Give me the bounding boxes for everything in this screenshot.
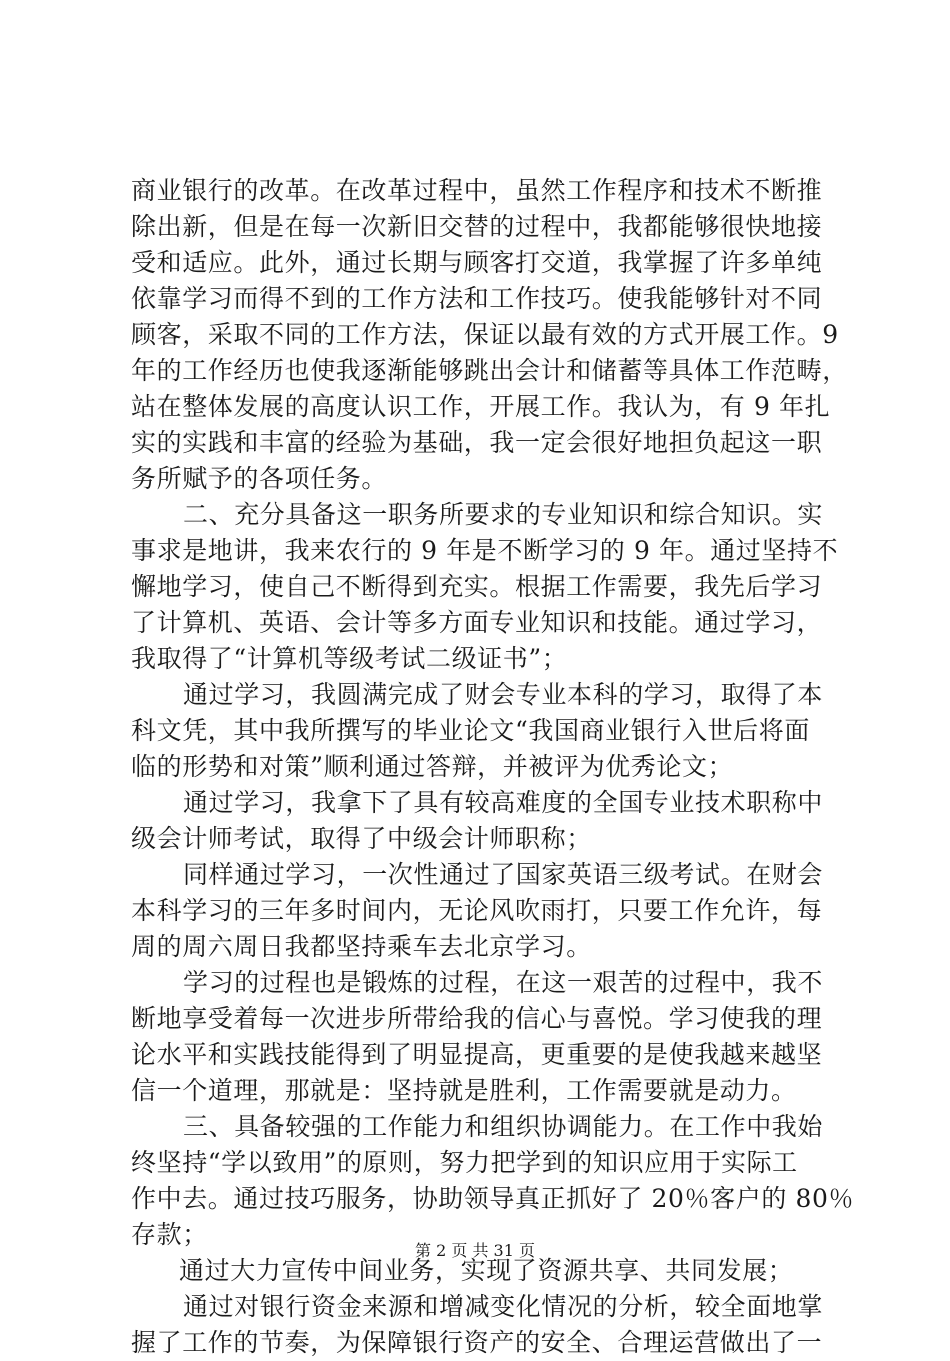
text-line: 商业银行的改革。在改革过程中，虽然工作程序和技术不断推 xyxy=(131,176,823,205)
text-line: 通过学习，我圆满完成了财会专业本科的学习，取得了本 xyxy=(183,680,824,709)
text-line: 懈地学习，使自己不断得到充实。根据工作需要，我先后学习 xyxy=(131,572,823,601)
text-line: 实的实践和丰富的经验为基础，我一定会很好地担负起这一职 xyxy=(131,428,823,457)
text-line: 通过大力宣传中间业务，实现了资源共享、共同发展； xyxy=(179,1256,794,1285)
text-line: 事求是地讲，我来农行的 9 年是不断学习的 9 年。通过坚持不 xyxy=(131,536,839,565)
text-line: 三、具备较强的工作能力和组织协调能力。在工作中我始 xyxy=(183,1112,824,1141)
text-line: 断地享受着每一次进步所带给我的信心与喜悦。学习使我的理 xyxy=(131,1004,823,1033)
text-line: 握了工作的节奏，为保障银行资产的安全、合理运营做出了一 xyxy=(131,1328,823,1357)
text-line: 本科学习的三年多时间内，无论风吹雨打，只要工作允许，每 xyxy=(131,896,823,925)
text-line: 二、充分具备这一职务所要求的专业知识和综合知识。实 xyxy=(183,500,824,529)
text-line: 依靠学习而得不到的工作方法和工作技巧。使我能够针对不同 xyxy=(131,284,823,313)
text-line: 除出新，但是在每一次新旧交替的过程中，我都能够很快地接 xyxy=(131,212,823,241)
text-line: 存款； xyxy=(131,1220,208,1249)
text-line: 站在整体发展的高度认识工作，开展工作。我认为，有 9 年扎 xyxy=(131,392,831,421)
text-line: 通过对银行资金来源和增减变化情况的分析，较全面地掌 xyxy=(183,1292,824,1321)
text-line: 科文凭，其中我所撰写的毕业论文“我国商业银行入世后将面 xyxy=(131,716,810,745)
text-line: 作中去。通过技巧服务，协助领导真正抓好了 20％客户的 80％ xyxy=(131,1184,855,1213)
text-line: 顾客，采取不同的工作方法，保证以最有效的方式开展工作。9 xyxy=(131,320,839,349)
text-line: 了计算机、英语、会计等多方面专业知识和技能。通过学习， xyxy=(131,608,823,637)
text-line: 受和适应。此外，通过长期与顾客打交道，我掌握了许多单纯 xyxy=(131,248,823,277)
text-line: 务所赋予的各项任务。 xyxy=(131,464,388,493)
text-line: 论水平和实践技能得到了明显提高，更重要的是使我越来越坚 xyxy=(131,1040,823,1069)
document-body xyxy=(131,173,855,1361)
text-line: 我取得了“计算机等级考试二级证书”； xyxy=(131,644,568,673)
text-line: 学习的过程也是锻炼的过程，在这一艰苦的过程中，我不 xyxy=(183,968,824,997)
text-line: 同样通过学习，一次性通过了国家英语三级考试。在财会 xyxy=(183,860,824,889)
text-line: 周的周六周日我都坚持乘车去北京学习。 xyxy=(131,932,592,961)
text-line: 临的形势和对策”顺利通过答辩，并被评为优秀论文； xyxy=(131,752,734,781)
text-line: 通过学习，我拿下了具有较高难度的全国专业技术职称中 xyxy=(183,788,824,817)
text-line: 终坚持“学以致用”的原则，努力把学到的知识应用于实际工 xyxy=(131,1148,798,1177)
page-footer: 第 2 页 共 31 页 xyxy=(415,1241,535,1260)
text-line: 级会计师考试，取得了中级会计师职称； xyxy=(131,824,592,853)
text-line: 年的工作经历也使我逐渐能够跳出会计和储蓄等具体工作范畴， xyxy=(131,356,848,385)
text-line: 信一个道理，那就是：坚持就是胜利，工作需要就是动力。 xyxy=(131,1076,797,1105)
